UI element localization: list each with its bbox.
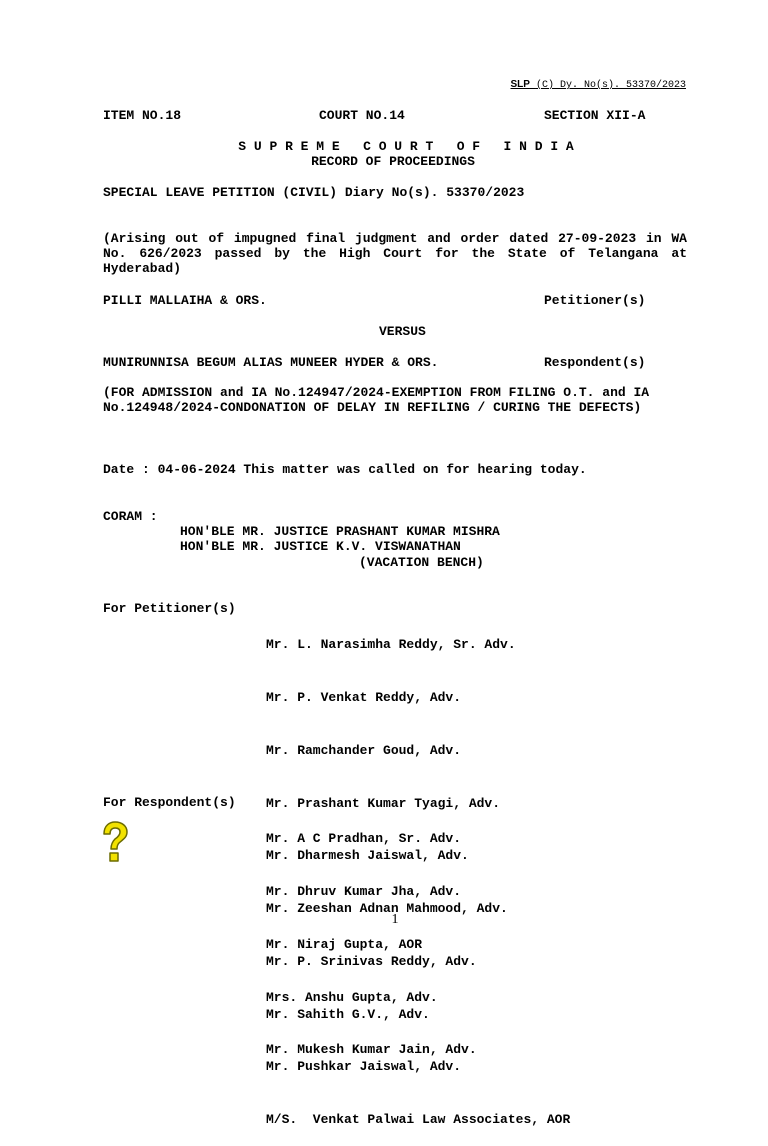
admission-paragraph: (FOR ADMISSION and IA No.124947/2024-EXEMPTION FROM FILING O.T. and IA No.124948/2024-CONDONATION OF DELAY IN REFILING / CURING THE DEFECTS) (103, 385, 650, 415)
advocate-name: Mr. Pushkar Jaiswal, Adv. (266, 1059, 462, 1075)
coram-label: CORAM : (103, 509, 158, 524)
slp-label: SLP (510, 79, 530, 90)
versus-label: VERSUS (379, 324, 426, 339)
advocate-name: Mr. Prashant Kumar Tyagi, Adv. (266, 795, 501, 811)
arising-paragraph: (Arising out of impugned final judgment and order dated 27-09-2023 in WA No. 626/2023 passed by the High Court for the State of Telangana at Hyderabad) (103, 231, 687, 276)
advocate-name: Mr. Dhruv Kumar Jha, Adv. (266, 883, 462, 899)
bench-label: (VACATION BENCH) (359, 555, 484, 570)
advocate-name: Mr. A C Pradhan, Sr. Adv. (266, 831, 462, 847)
question-mark-icon[interactable] (98, 820, 132, 864)
for-respondent-label: For Respondent(s) (103, 795, 236, 810)
advocate-name: Mr. Dharmesh Jaiswal, Adv. (266, 848, 469, 864)
advocate-name: Mr. Niraj Gupta, AOR (266, 936, 423, 952)
respondent-role: Respondent(s) (544, 355, 646, 370)
section-label: SECTION XII-A (544, 108, 646, 123)
petitioner-role: Petitioner(s) (544, 293, 646, 308)
advocate-name: Mr. Ramchander Goud, Adv. (266, 742, 462, 758)
advocate-name: Mr. L. Narasimha Reddy, Sr. Adv. (266, 637, 516, 653)
record-title: RECORD OF PROCEEDINGS (311, 154, 475, 169)
advocate-name: Mr. Zeeshan Adnan Mahmood, Adv. (266, 901, 508, 917)
page-number: 1 (391, 912, 399, 927)
slp-number: (C) Dy. No(s). 53370/2023 (535, 80, 686, 91)
advocate-name: M/S. Venkat Palwai Law Associates, AOR (266, 1112, 571, 1128)
advocate-name: Mr. P. Venkat Reddy, Adv. (266, 689, 462, 705)
judge-name: HON'BLE MR. JUSTICE PRASHANT KUMAR MISHRA (180, 524, 500, 539)
slp-header (511, 79, 687, 91)
advocate-name: Mr. P. Srinivas Reddy, Adv. (266, 953, 477, 969)
petitioner-name: PILLI MALLAIHA & ORS. (103, 293, 267, 308)
court-title: S U P R E M E C O U R T O F I N D I A (238, 139, 574, 154)
judge-name: HON'BLE MR. JUSTICE K.V. VISWANATHAN (180, 539, 461, 554)
respondent-name: MUNIRUNNISA BEGUM ALIAS MUNEER HYDER & ORS. (103, 355, 439, 370)
advocate-name: Mr. Sahith G.V., Adv. (266, 1006, 430, 1022)
court-number: COURT NO.14 (319, 108, 405, 123)
advocate-name: Mrs. Anshu Gupta, Adv. (266, 989, 438, 1005)
item-number: ITEM NO.18 (103, 108, 182, 123)
petition-title: SPECIAL LEAVE PETITION (CIVIL) Diary No(s). 53370/2023 (103, 185, 525, 200)
advocate-name: Mr. Mukesh Kumar Jain, Adv. (266, 1042, 477, 1058)
for-petitioner-label: For Petitioner(s) (103, 601, 236, 616)
respondent-advocate-list (266, 795, 477, 1077)
hearing-date-line: Date : 04-06-2024 This matter was called on for hearing today. (103, 462, 587, 477)
